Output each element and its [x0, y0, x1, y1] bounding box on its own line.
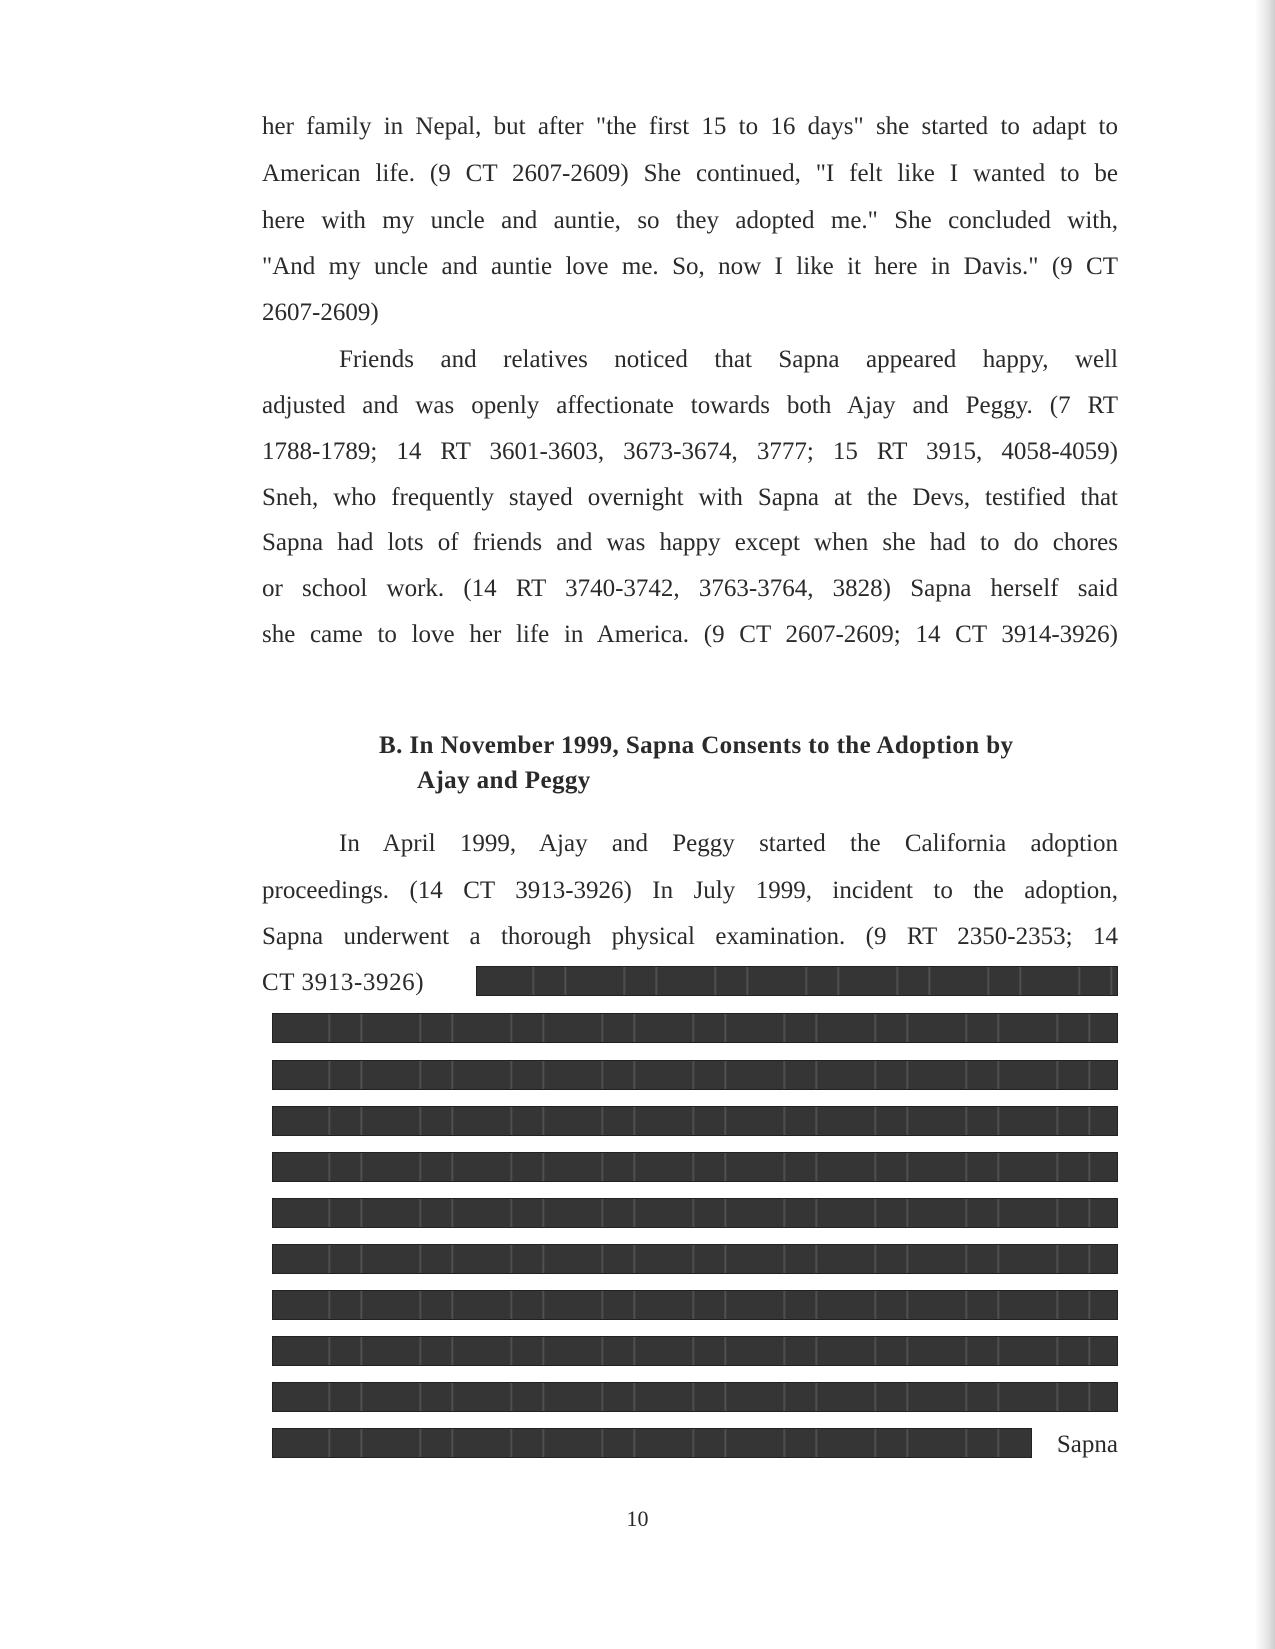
paragraph-1-line-3: here with my uncle and auntie, so they adopted me." She concluded with,: [262, 207, 1118, 234]
redaction-bar: [272, 1013, 1118, 1043]
paragraph-3-line-4-text: CT 3913-3926): [262, 969, 425, 996]
paragraph-2-line-2: adjusted and was openly affectionate towards both Ajay and Peggy. (7 RT: [262, 392, 1118, 419]
paragraph-2-line-5: Sapna had lots of friends and was happy except when she had to do chores: [262, 529, 1118, 556]
redaction-bar: [272, 1428, 1032, 1458]
section-heading-line-2: Ajay and Peggy: [417, 767, 591, 794]
paragraph-1-line-1: her family in Nepal, but after "the first 15 to 16 days" she started to adapt to: [262, 113, 1118, 140]
paragraph-3-line-2: proceedings. (14 CT 3913-3926) In July 1999, incident to the adoption,: [262, 877, 1118, 904]
redaction-bar: [272, 1382, 1118, 1412]
redaction-bar: [272, 1152, 1118, 1182]
redaction-bar: [272, 1336, 1118, 1366]
redaction-bar: [272, 1244, 1118, 1274]
paragraph-2-line-3: 1788-1789; 14 RT 3601-3603, 3673-3674, 3777; 15 RT 3915, 4058-4059): [262, 438, 1118, 465]
paragraph-2-line-6: or school work. (14 RT 3740-3742, 3763-3764, 3828) Sapna herself said: [262, 575, 1118, 602]
redaction-bar: [272, 1106, 1118, 1136]
page-number: 10: [626, 1506, 649, 1531]
paragraph-1-line-4: "And my uncle and auntie love me. So, now I like it here in Davis." (9 CT: [262, 253, 1118, 280]
page-edge-shadow: [1255, 0, 1275, 1649]
section-heading: [379, 728, 1118, 798]
redaction-bar: [272, 1290, 1118, 1320]
paragraph-1-line-5: 2607-2609): [262, 299, 379, 326]
paragraph-2-line-4: Sneh, who frequently stayed overnight with Sapna at the Devs, testified that: [262, 484, 1118, 511]
paragraph-3-trailing-word: Sapna: [1056, 1431, 1118, 1458]
paragraph-2-line-7: she came to love her life in America. (9 CT 2607-2609; 14 CT 3914-3926): [262, 621, 1118, 648]
section-heading-line-1: In November 1999, Sapna Consents to the Adoption by: [409, 732, 1014, 759]
redaction-bar: [272, 1198, 1118, 1228]
paragraph-3-line-3: Sapna underwent a thorough physical examination. (9 RT 2350-2353; 14: [262, 923, 1118, 950]
section-heading-marker: B.: [379, 732, 403, 759]
paragraph-2-line-1: Friends and relatives noticed that Sapna appeared happy, well: [339, 346, 1118, 373]
paragraph-3-line-1: In April 1999, Ajay and Peggy started the California adoption: [339, 830, 1118, 857]
redaction-bar: [272, 1060, 1118, 1090]
paragraph-1-line-2: American life. (9 CT 2607-2609) She continued, "I felt like I wanted to be: [262, 160, 1118, 187]
redaction-bar: [476, 966, 1118, 996]
